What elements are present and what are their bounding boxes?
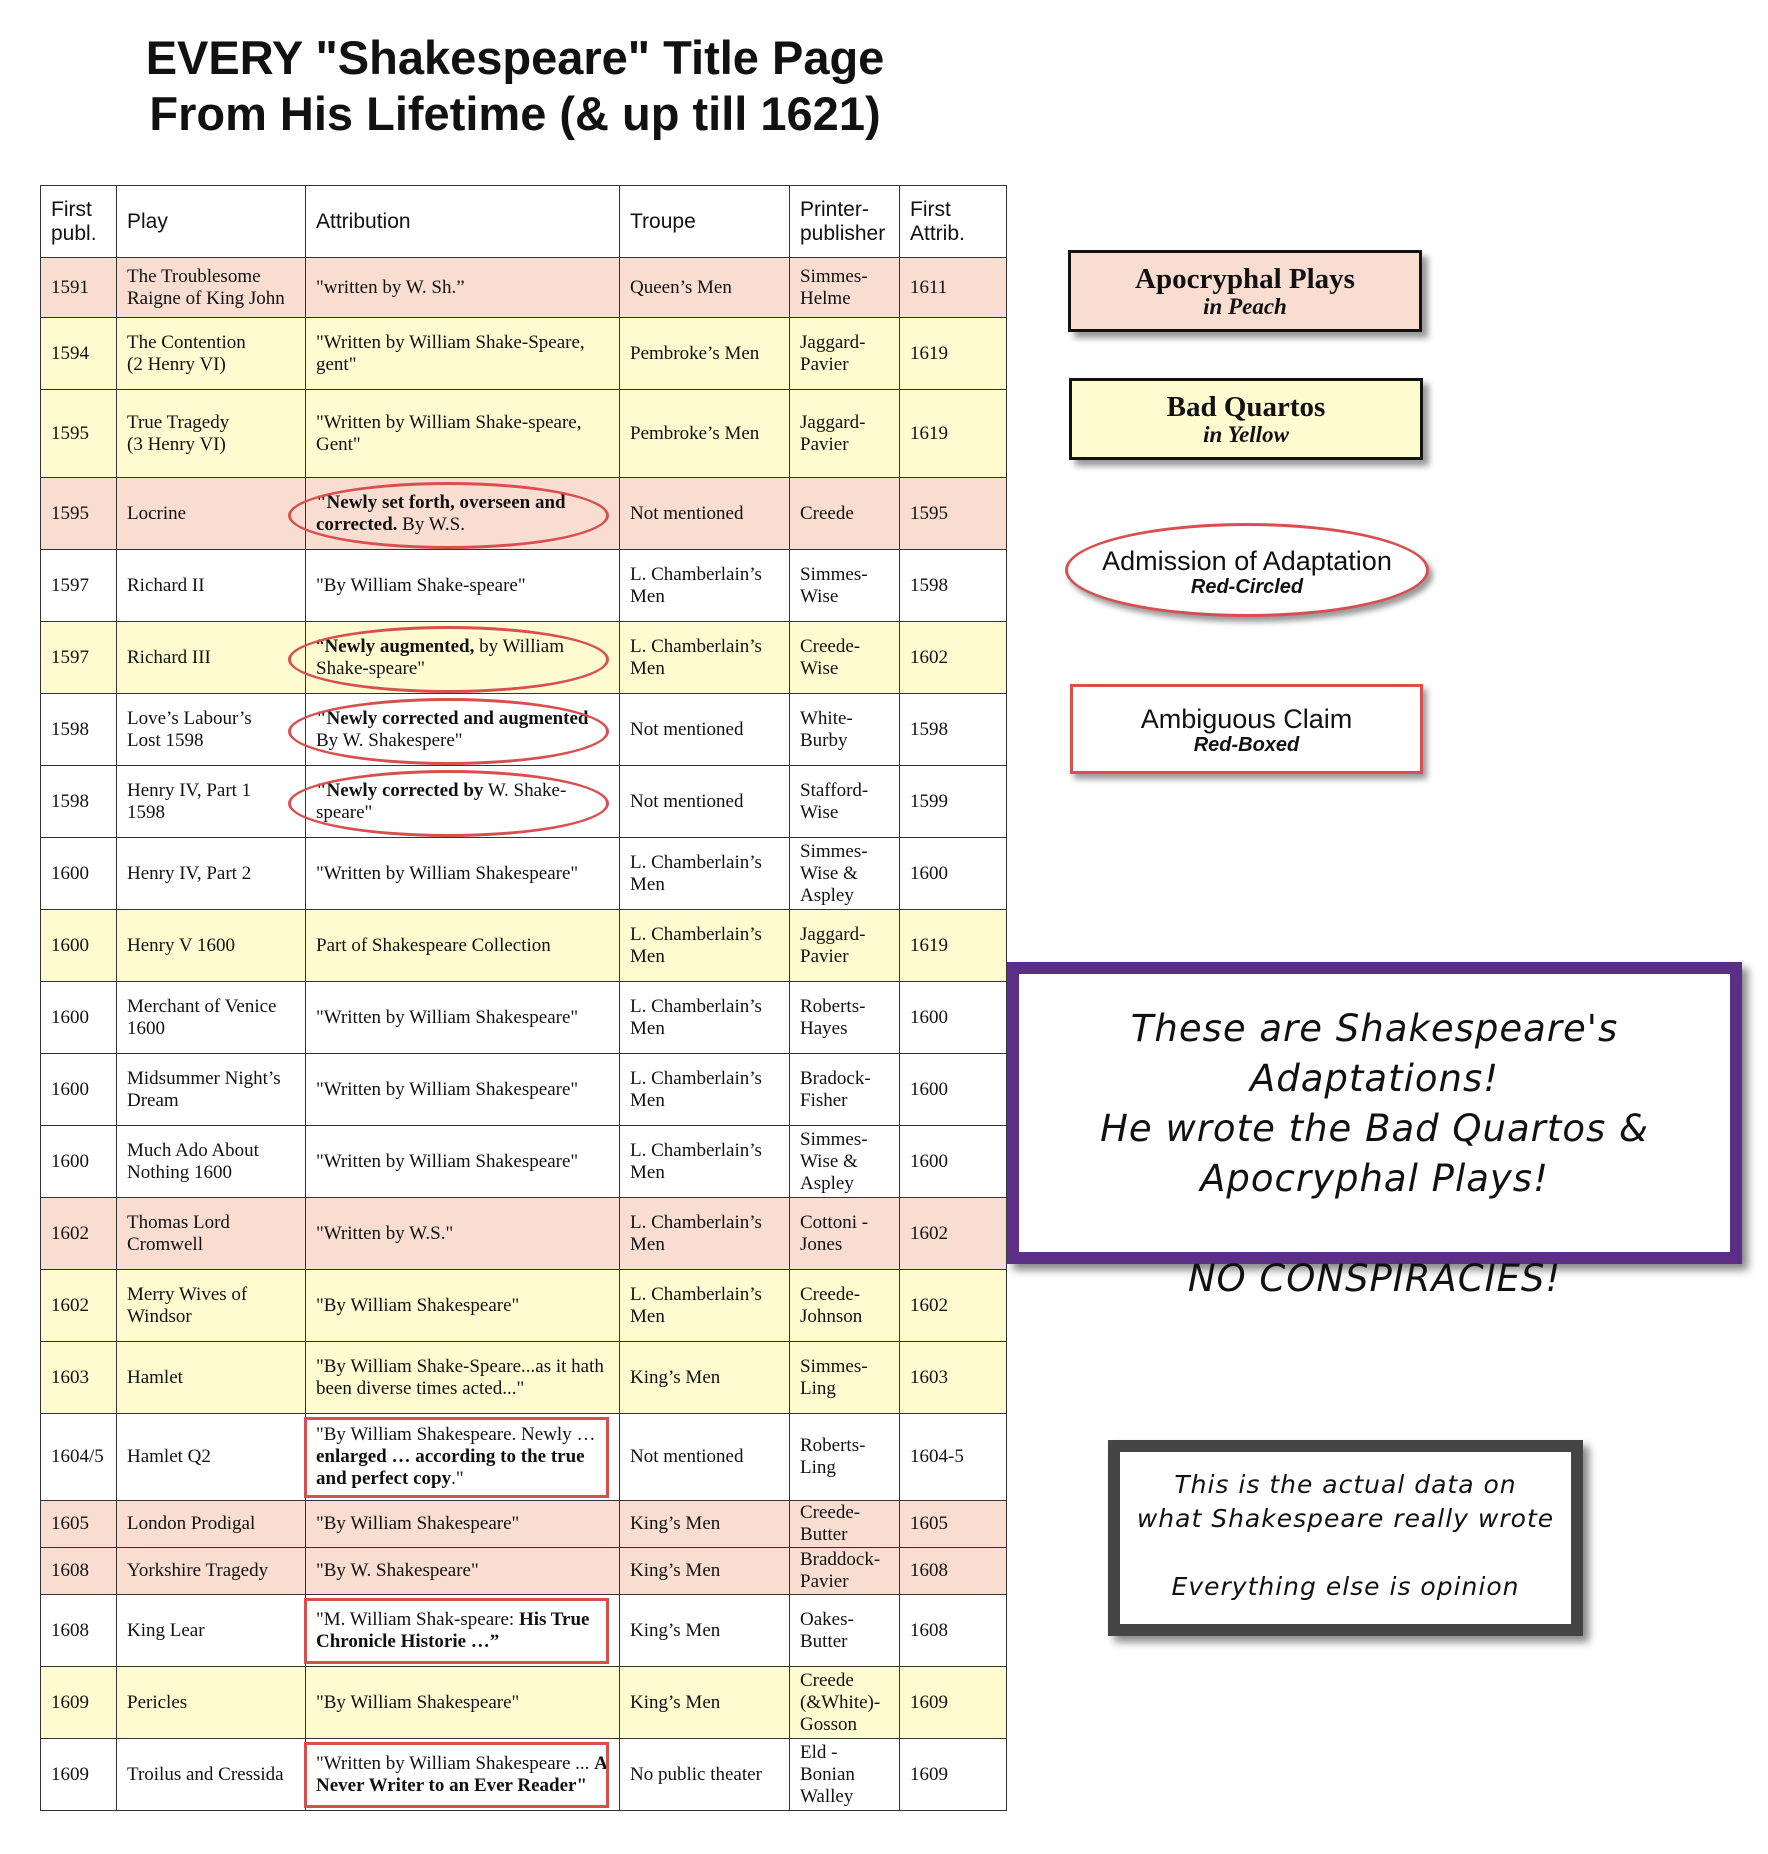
cell-first-attrib: 1595 [900,478,1007,550]
legend-apocryphal-label: Apocryphal Plays [1135,263,1355,295]
cell-first-attrib: 1602 [900,622,1007,694]
table-row [41,550,1007,622]
cell-troupe: L. Chamberlain’s Men [620,1054,790,1126]
cell-troupe: Pembroke’s Men [620,318,790,390]
cell-printer: Simmes- Ling [790,1342,900,1414]
cell-attribution: "Written by William Shakespeare" [306,1126,620,1198]
cell-attribution: "Written by W.S." [306,1198,620,1270]
cell-troupe: L. Chamberlain’s Men [620,838,790,910]
cell-first-publ: 1600 [41,910,117,982]
cell-play: Much Ado About Nothing 1600 [117,1126,306,1198]
cell-first-publ: 1600 [41,982,117,1054]
legend-ambiguous [1070,684,1423,774]
legend-adaptation-sub: Red-Circled [1190,576,1304,598]
opinion-line-3: Everything else is opinion [1171,1572,1520,1601]
table-row [41,1198,1007,1270]
cell-first-attrib: 1598 [900,694,1007,766]
cell-attribution: "Written by William Shakespeare" [306,838,620,910]
cell-printer: Bradock- Fisher [790,1054,900,1126]
cell-first-publ: 1600 [41,1126,117,1198]
cell-troupe: Not mentioned [620,766,790,838]
page-title [0,30,1030,142]
cell-first-attrib: 1609 [900,1739,1007,1811]
table-row [41,622,1007,694]
legend-adaptation [1065,523,1429,617]
cell-printer: Simmes- Wise [790,550,900,622]
cell-printer: Stafford- Wise [790,766,900,838]
cell-play: Merchant of Venice 1600 [117,982,306,1054]
callout-line-4: NO CONSPIRACIES! [1187,1257,1562,1300]
cell-attribution: "By William Shakespeare" [306,1501,620,1548]
cell-play: Hamlet [117,1342,306,1414]
cell-play: Henry V 1600 [117,910,306,982]
cell-attribution: "Newly corrected by W. Shake-speare" [306,766,620,838]
opinion-line-2: what Shakespeare really wrote [1136,1504,1555,1533]
cell-printer: Creede (&White)- Gosson [790,1667,900,1739]
table-row [41,258,1007,318]
cell-attribution: "M. William Shak-speare: His True Chronicle Historie …” [306,1595,620,1667]
cell-first-attrib: 1619 [900,390,1007,478]
cell-first-publ: 1605 [41,1501,117,1548]
cell-attribution: "Written by William Shake-speare, Gent" [306,390,620,478]
cell-printer: Jaggard- Pavier [790,318,900,390]
table-row [41,1414,1007,1501]
table-row [41,1548,1007,1595]
table-row [41,766,1007,838]
table-row [41,390,1007,478]
cell-play: The Troublesome Raigne of King John [117,258,306,318]
table-row [41,982,1007,1054]
header-printer: Printer- publisher [790,186,900,258]
cell-play: Richard III [117,622,306,694]
cell-first-attrib: 1603 [900,1342,1007,1414]
cell-troupe: L. Chamberlain’s Men [620,910,790,982]
opinion-callout [1108,1440,1583,1636]
table-row [41,478,1007,550]
cell-first-attrib: 1599 [900,766,1007,838]
cell-troupe: King’s Men [620,1595,790,1667]
legend-apocryphal [1068,250,1422,332]
legend-bad-quartos-sub: in Yellow [1203,422,1289,447]
table-row [41,1595,1007,1667]
cell-first-attrib: 1608 [900,1548,1007,1595]
table-row [41,1270,1007,1342]
cell-attribution: "Written by William Shake-Speare, gent" [306,318,620,390]
cell-printer: Cottoni - Jones [790,1198,900,1270]
cell-play: Thomas Lord Cromwell [117,1198,306,1270]
cell-first-publ: 1597 [41,550,117,622]
legend-bad-quartos-label: Bad Quartos [1166,391,1326,423]
cell-attribution: "By William Shakespeare. Newly … enlarged … according to the true and perfect copy." [306,1414,620,1501]
cell-first-publ: 1608 [41,1595,117,1667]
table-row [41,1501,1007,1548]
adaptations-callout [1007,962,1742,1300]
cell-play: London Prodigal [117,1501,306,1548]
cell-attribution: "Newly set forth, overseen and corrected. By W.S. [306,478,620,550]
cell-play: The Contention (2 Henry VI) [117,318,306,390]
cell-troupe: No public theater [620,1739,790,1811]
cell-printer: Oakes- Butter [790,1595,900,1667]
callout-line-1: These are Shakespeare's Adaptations! [1130,1007,1619,1100]
cell-attribution: "Written by William Shakespeare ... A Never Writer to an Ever Reader" [306,1739,620,1811]
cell-troupe: King’s Men [620,1667,790,1739]
cell-attribution: Part of Shakespeare Collection [306,910,620,982]
cell-first-attrib: 1600 [900,982,1007,1054]
header-first-publ: First publ. [41,186,117,258]
cell-first-attrib: 1602 [900,1198,1007,1270]
cell-first-publ: 1597 [41,622,117,694]
cell-first-attrib: 1605 [900,1501,1007,1548]
cell-first-attrib: 1600 [900,1126,1007,1198]
title-line-1: EVERY "Shakespeare" Title Page [145,31,885,84]
cell-play: Richard II [117,550,306,622]
cell-troupe: Not mentioned [620,694,790,766]
cell-play: Love’s Labour’s Lost 1598 [117,694,306,766]
cell-attribution: "written by W. Sh.” [306,258,620,318]
cell-play: King Lear [117,1595,306,1667]
cell-first-publ: 1608 [41,1548,117,1595]
cell-printer: Creede- Johnson [790,1270,900,1342]
title-page-table [40,185,1007,1811]
cell-printer: Creede- Butter [790,1501,900,1548]
table-row [41,1126,1007,1198]
cell-first-publ: 1604/5 [41,1414,117,1501]
cell-first-attrib: 1608 [900,1595,1007,1667]
cell-troupe: L. Chamberlain’s Men [620,982,790,1054]
cell-first-attrib: 1604-5 [900,1414,1007,1501]
cell-troupe: King’s Men [620,1342,790,1414]
cell-printer: Jaggard- Pavier [790,390,900,478]
cell-printer: White- Burby [790,694,900,766]
cell-play: True Tragedy (3 Henry VI) [117,390,306,478]
cell-attribution: "By William Shake-Speare...as it hath been diverse times acted..." [306,1342,620,1414]
callout-line-3: Apocryphal Plays! [1200,1157,1549,1200]
cell-printer: Jaggard- Pavier [790,910,900,982]
cell-first-publ: 1609 [41,1667,117,1739]
cell-troupe: L. Chamberlain’s Men [620,550,790,622]
legend-ambiguous-label: Ambiguous Claim [1140,704,1353,734]
table-row [41,1667,1007,1739]
cell-first-publ: 1595 [41,390,117,478]
cell-first-attrib: 1609 [900,1667,1007,1739]
cell-printer: Simmes- Wise & Aspley [790,838,900,910]
cell-first-publ: 1609 [41,1739,117,1811]
cell-printer: Creede [790,478,900,550]
cell-troupe: Queen’s Men [620,258,790,318]
cell-first-publ: 1598 [41,766,117,838]
cell-first-attrib: 1619 [900,910,1007,982]
legend-apocryphal-sub: in Peach [1203,294,1287,319]
cell-troupe: L. Chamberlain’s Men [620,1126,790,1198]
legend-bad-quartos [1069,378,1423,460]
cell-first-publ: 1600 [41,1054,117,1126]
cell-printer: Creede- Wise [790,622,900,694]
opinion-line-1: This is the actual data on [1174,1470,1517,1499]
cell-play: Yorkshire Tragedy [117,1548,306,1595]
cell-attribution: "Written by William Shakespeare" [306,1054,620,1126]
cell-play: Troilus and Cressida [117,1739,306,1811]
cell-first-attrib: 1602 [900,1270,1007,1342]
table-row [41,838,1007,910]
cell-troupe: L. Chamberlain’s Men [620,1270,790,1342]
cell-play: Hamlet Q2 [117,1414,306,1501]
cell-play: Merry Wives of Windsor [117,1270,306,1342]
table-row [41,910,1007,982]
cell-attribution: "By William Shakespeare" [306,1667,620,1739]
cell-printer: Braddock- Pavier [790,1548,900,1595]
table-row [41,1342,1007,1414]
cell-troupe: Not mentioned [620,1414,790,1501]
cell-play: Henry IV, Part 1 1598 [117,766,306,838]
cell-play: Henry IV, Part 2 [117,838,306,910]
cell-troupe: L. Chamberlain’s Men [620,622,790,694]
cell-play: Midsummer Night’s Dream [117,1054,306,1126]
header-play: Play [117,186,306,258]
cell-troupe: Not mentioned [620,478,790,550]
table-row [41,1739,1007,1811]
cell-attribution: "Written by William Shakespeare" [306,982,620,1054]
cell-printer: Roberts- Ling [790,1414,900,1501]
cell-first-publ: 1602 [41,1270,117,1342]
cell-printer: Eld - Bonian Walley [790,1739,900,1811]
cell-attribution: "By W. Shakespeare" [306,1548,620,1595]
cell-troupe: King’s Men [620,1548,790,1595]
cell-troupe: King’s Men [620,1501,790,1548]
table-header-row [41,186,1007,258]
cell-attribution: "By William Shakespeare" [306,1270,620,1342]
callout-line-2: He wrote the Bad Quartos & [1100,1107,1649,1150]
cell-first-attrib: 1611 [900,258,1007,318]
cell-first-publ: 1595 [41,478,117,550]
cell-play: Locrine [117,478,306,550]
cell-first-publ: 1600 [41,838,117,910]
cell-attribution: “Newly augmented, by William Shake-speare" [306,622,620,694]
cell-printer: Simmes- Wise & Aspley [790,1126,900,1198]
header-first-attrib: First Attrib. [900,186,1007,258]
header-attribution: Attribution [306,186,620,258]
table-row [41,1054,1007,1126]
header-troupe: Troupe [620,186,790,258]
cell-printer: Roberts- Hayes [790,982,900,1054]
cell-first-attrib: 1600 [900,838,1007,910]
cell-first-publ: 1602 [41,1198,117,1270]
table-row [41,694,1007,766]
cell-printer: Simmes- Helme [790,258,900,318]
cell-attribution: "Newly corrected and augmented By W. Shakespere" [306,694,620,766]
cell-first-attrib: 1600 [900,1054,1007,1126]
title-line-2: From His Lifetime (& up till 1621) [149,87,881,140]
cell-first-publ: 1591 [41,258,117,318]
legend-adaptation-label: Admission of Adaptation [1102,546,1392,576]
cell-troupe: L. Chamberlain’s Men [620,1198,790,1270]
legend-ambiguous-sub: Red-Boxed [1193,734,1300,756]
cell-first-publ: 1598 [41,694,117,766]
cell-attribution: "By William Shake-speare" [306,550,620,622]
table-row [41,318,1007,390]
cell-first-attrib: 1598 [900,550,1007,622]
cell-first-attrib: 1619 [900,318,1007,390]
cell-troupe: Pembroke’s Men [620,390,790,478]
cell-play: Pericles [117,1667,306,1739]
cell-first-publ: 1594 [41,318,117,390]
cell-first-publ: 1603 [41,1342,117,1414]
